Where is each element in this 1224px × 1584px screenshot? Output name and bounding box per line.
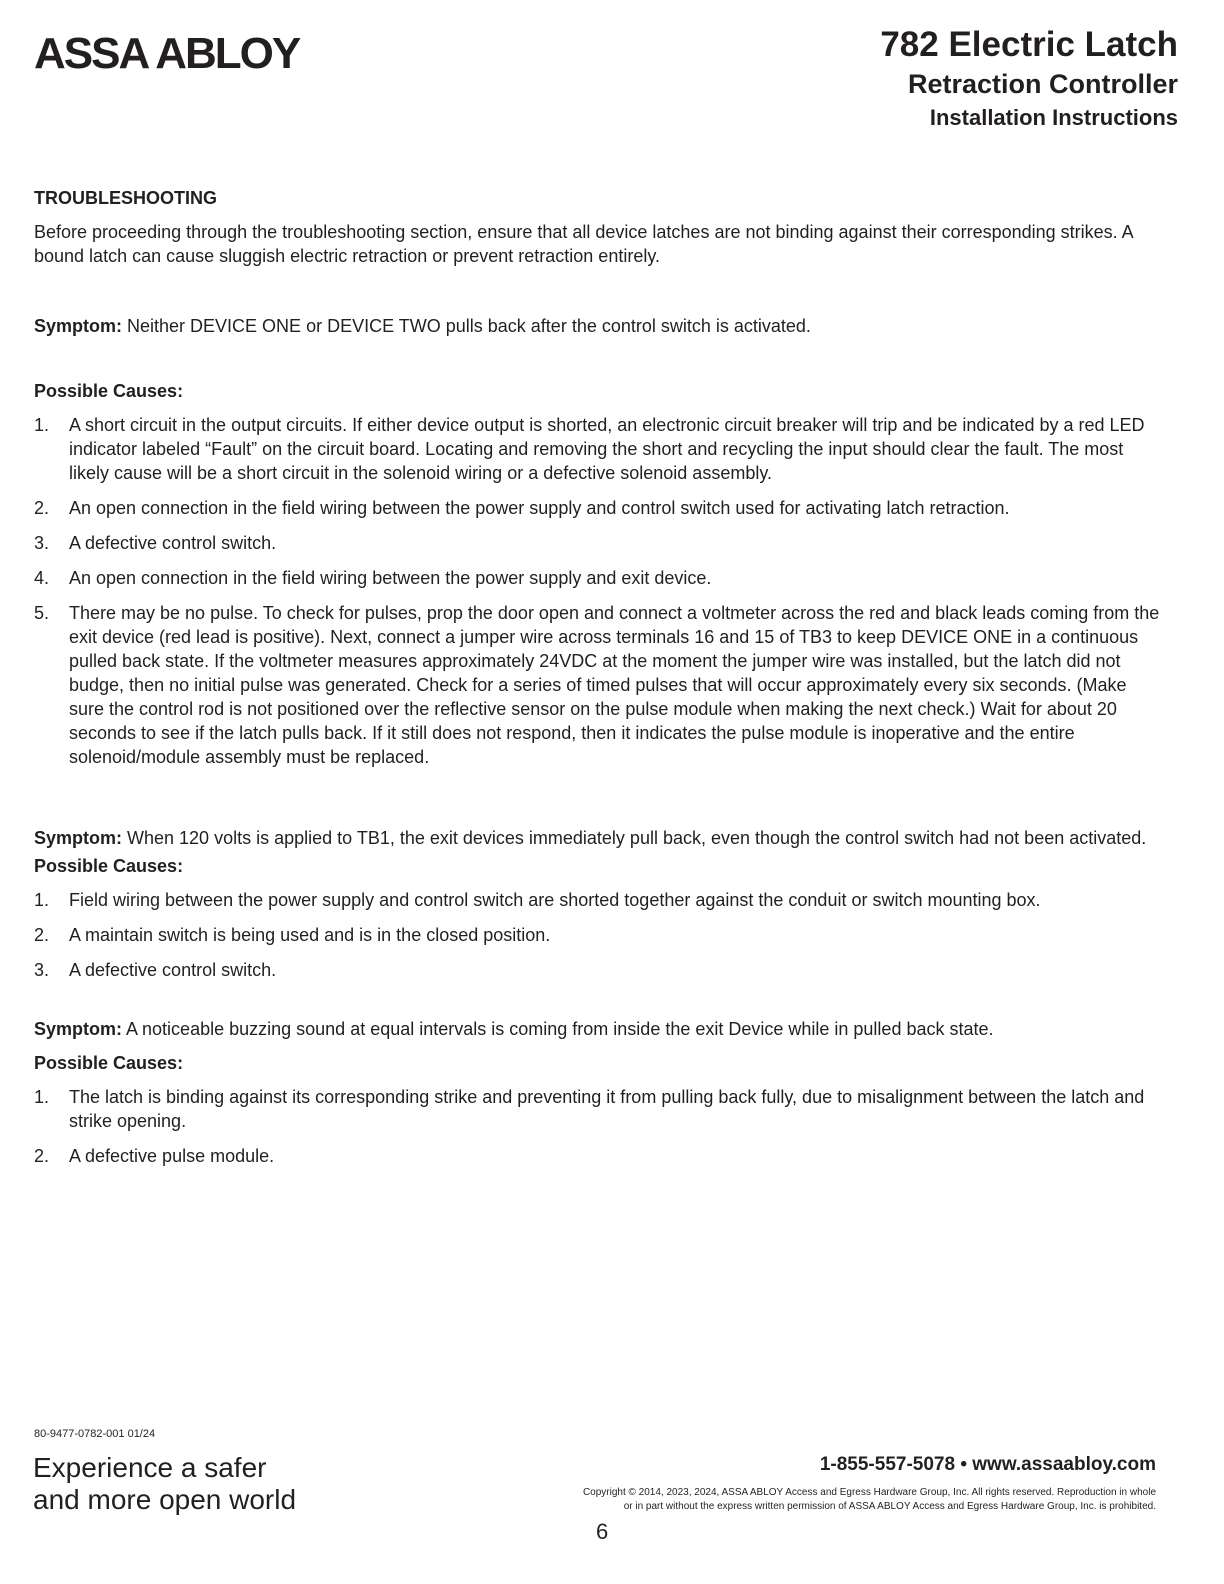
list-item: 2. A defective pulse module. (34, 1146, 275, 1166)
possible-causes-label: Possible Causes: (34, 1053, 184, 1073)
symptom-1 (34, 314, 1160, 338)
possible-causes-label: Possible Causes: (34, 381, 184, 401)
list-item: 3. A defective control switch. (34, 533, 277, 553)
symptom-label: Symptom: (34, 1019, 123, 1039)
document-title: 782 Electric Latch (880, 25, 1178, 64)
page-number: 6 (596, 1519, 609, 1544)
symptom-text: A noticeable buzzing sound at equal intervals is coming from inside the exit Device while in pulled back state. (122, 1019, 994, 1039)
symptom-block-2 (34, 826, 1160, 982)
list-item: 2. An open connection in the field wiring between the power supply and control switch used for activating latch retraction. (34, 498, 1010, 518)
document-code: 80-9477-0782-001 01/24 (34, 1428, 156, 1440)
copyright-line-1: Copyright © 2014, 2023, 2024, ASSA ABLOY Access and Egress Hardware Group, Inc. All rights reserved. Reproduction in whole (582, 1487, 1156, 1498)
brand-tagline (33, 1452, 296, 1516)
symptom-text: Neither DEVICE ONE or DEVICE TWO pulls back after the control switch is activated. (122, 316, 811, 336)
list-item: 3. A defective control switch. (34, 960, 277, 980)
symptom-2 (34, 826, 1160, 850)
causes-list-2 (34, 888, 1160, 982)
copyright-line-2: or in part without the express written permission of ASSA ABLOY Access and Egress Hardware Group, Inc. is prohibited. (623, 1501, 1156, 1512)
list-item: 1. Field wiring between the power supply and control switch are shorted together against the conduit or switch mounting box. (34, 890, 1041, 910)
causes-list-1 (34, 413, 1160, 769)
document-title-block (880, 24, 1178, 134)
contact-info: 1-855-557-5078 • www.assaabloy.com (819, 1454, 1156, 1475)
list-item: 1. A short circuit in the output circuits. If either device output is shorted, an electronic circuit breaker will trip and be indicated by a red LED indicator labeled “Fault” on the circuit board. Locating and removing the short and recycling the input should clear the fault. The most likely cause will be a short circuit in the solenoid wiring or a defective solenoid assembly. (34, 415, 1145, 483)
list-item: 5. There may be no pulse. To check for pulses, prop the door open and connect a voltmeter across the red and black leads coming from the exit device (red lead is positive). Next, connect a jumper wire across terminals 16 and 15 of TB3 to keep DEVICE ONE in a continuous pulled back state. If the voltmeter measures approximately 24VDC at the moment the jumper wire was installed, but the latch did not budge, then no initial pulse was generated. Check for a series of timed pulses that will occur approximately every six seconds. (Make sure the control rod is not positioned over the reflective sensor on the pulse module when making the next check.) Wait for about 20 seconds to see if the latch pulls back. If it still does not respond, then it indicates the pulse module is inoperative and the entire solenoid/module assembly must be replaced. (34, 603, 1160, 767)
brand-logo: ASSA ABLOY (34, 29, 300, 78)
document-subtitle-2: Installation Instructions (929, 105, 1178, 130)
document-subtitle: Retraction Controller (907, 69, 1178, 99)
list-item: 2. A maintain switch is being used and is in the closed position. (34, 925, 551, 945)
symptom-block-3 (34, 1017, 1160, 1168)
section-heading: TROUBLESHOOTING (34, 188, 217, 208)
list-item: 1. The latch is binding against its corresponding strike and preventing it from pulling back fully, due to misalignment between the latch and strike opening. (34, 1087, 1145, 1131)
list-item: 4. An open connection in the field wiring between the power supply and exit device. (34, 568, 712, 588)
copyright-notice (456, 1486, 1156, 1514)
symptom-label: Symptom: (34, 316, 123, 336)
causes-list-3 (34, 1085, 1160, 1168)
possible-causes-label: Possible Causes: (34, 856, 184, 876)
intro-paragraph: Before proceeding through the troubleshooting section, ensure that all device latches are not binding against their corresponding strikes. A bound latch can cause sluggish electric retraction or prevent retraction entirely. (34, 222, 1133, 266)
symptom-3 (34, 1017, 1160, 1041)
symptom-label: Symptom: (34, 828, 123, 848)
tagline-line-1: Experience a safer (33, 1452, 267, 1483)
symptom-text: When 120 volts is applied to TB1, the exit devices immediately pull back, even though the control switch had not been activated. (122, 828, 1147, 848)
tagline-line-2: and more open world (33, 1484, 297, 1515)
symptom-block-1 (34, 314, 1160, 769)
troubleshooting-content (34, 186, 1160, 1179)
